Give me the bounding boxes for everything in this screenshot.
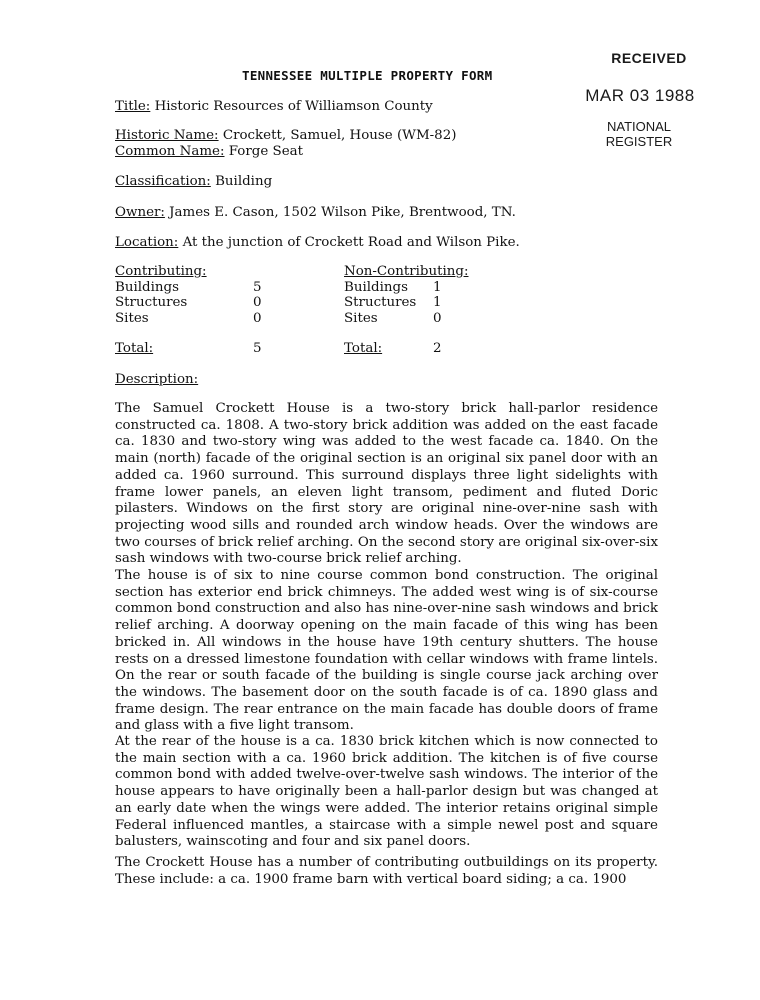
historic-name-label: Historic Name: bbox=[115, 128, 219, 143]
location-label: Location: bbox=[115, 235, 179, 250]
row-label-buildings: Buildings bbox=[115, 279, 179, 295]
description-paragraph-3: At the rear of the house is a ca. 1830 brick kitchen which is now connected to the main section with a ca. 1960 brick addition. The kitchen is of five course common bond with added twelve-over-twelve sash windows. The interior of the house appears to have originally been a hall-parlor design but was changed at an early date when the wings were added. The interior retains original simple Federal influenced mantles, a staircase with a simple newel post and square balusters, wainscoting and four and six panel doors. bbox=[115, 734, 658, 850]
received-stamp-line1: NATIONAL bbox=[606, 119, 672, 134]
form-header: TENNESSEE MULTIPLE PROPERTY FORM bbox=[242, 68, 493, 83]
contributing-values bbox=[253, 280, 262, 327]
nc-row-label-sites: Sites bbox=[344, 310, 378, 326]
noncontributing-buildings-count: 1 bbox=[433, 279, 442, 295]
owner-field bbox=[115, 205, 516, 221]
row-label-sites: Sites bbox=[115, 310, 149, 326]
received-stamp-line2: REGISTER bbox=[605, 134, 673, 149]
noncontributing-total-value: 2 bbox=[433, 341, 442, 356]
description-paragraph-1: The Samuel Crockett House is a two-story brick hall-parlor residence constructed ca. 1808. A two-story brick addition was added on the east facade ca. 1830 and two-story wing was added to the west facade ca. 1840. On the main (north) facade of the original section is an original six panel door with an added ca. 1960 surround. This surround displays three light sidelights with frame lower panels, an eleven light transom, pediment and fluted Doric pilasters. Windows on the first story are original nine-over-nine sash with projecting wood sills and rounded arch window heads. Over the windows are two courses of brick relief arching. On the second story are original six-over-six sash windows with two-course brick relief arching. bbox=[115, 401, 658, 567]
contributing-buildings-count: 5 bbox=[253, 279, 262, 295]
contributing-structures-count: 0 bbox=[253, 295, 262, 311]
received-stamp-date: MAR 03 1988 bbox=[585, 86, 695, 105]
contributing-total-label: Total: bbox=[115, 341, 154, 356]
title-value: Historic Resources of Williamson County bbox=[150, 99, 433, 114]
noncontributing-header: Non-Contributing: bbox=[344, 264, 469, 279]
contributing-sites-count: 0 bbox=[253, 310, 262, 326]
historic-name-field bbox=[115, 128, 456, 144]
noncontributing-values bbox=[433, 280, 442, 327]
location-value: At the junction of Crockett Road and Wilson Pike. bbox=[178, 235, 520, 250]
title-field bbox=[115, 99, 433, 115]
description-paragraph-2: The house is of six to nine course common bond construction. The original section has exterior end brick chimneys. The added west wing is of six-course common bond construction and also has nine-over-nine sash windows and brick relief arching. A doorway opening on the main facade of this wing has been bricked in. All windows in the house have 19th century shutters. The house rests on a dressed limestone foundation with cellar windows with frame lintels. On the rear or south facade of the building is single course jack arching over the windows. The basement door on the south facade is of ca. 1890 glass and frame design. The rear entrance on the main facade has double doors of frame and glass with a five light transom. bbox=[115, 568, 658, 734]
classification-value: Building bbox=[210, 174, 273, 189]
owner-value: James E. Cason, 1502 Wilson Pike, Brentwood, TN. bbox=[164, 205, 516, 220]
noncontributing-labels bbox=[344, 264, 469, 326]
historic-name-value: Crockett, Samuel, House (WM-82) bbox=[218, 128, 457, 143]
location-field bbox=[115, 235, 520, 251]
owner-label: Owner: bbox=[115, 205, 165, 220]
contributing-labels bbox=[115, 264, 207, 326]
description-label: Description: bbox=[115, 372, 199, 387]
classification-field bbox=[115, 174, 272, 190]
received-stamp-word: RECEIVED bbox=[611, 50, 687, 66]
contributing-total-value: 5 bbox=[253, 341, 262, 356]
classification-label: Classification: bbox=[115, 174, 211, 189]
nc-row-label-buildings: Buildings bbox=[344, 279, 408, 295]
noncontributing-total-label: Total: bbox=[344, 341, 383, 356]
title-label: Title: bbox=[115, 99, 151, 114]
common-name-label: Common Name: bbox=[115, 144, 225, 159]
noncontributing-structures-count: 1 bbox=[433, 295, 442, 311]
common-name-field bbox=[115, 144, 303, 160]
common-name-value: Forge Seat bbox=[224, 144, 303, 159]
description-paragraph-4: The Crockett House has a number of contributing outbuildings on its property. These include: a ca. 1900 frame barn with vertical board siding; a ca. 1900 bbox=[115, 855, 658, 887]
nc-row-label-structures: Structures bbox=[344, 295, 417, 311]
noncontributing-sites-count: 0 bbox=[433, 310, 442, 326]
row-label-structures: Structures bbox=[115, 295, 188, 311]
contributing-header: Contributing: bbox=[115, 264, 207, 279]
